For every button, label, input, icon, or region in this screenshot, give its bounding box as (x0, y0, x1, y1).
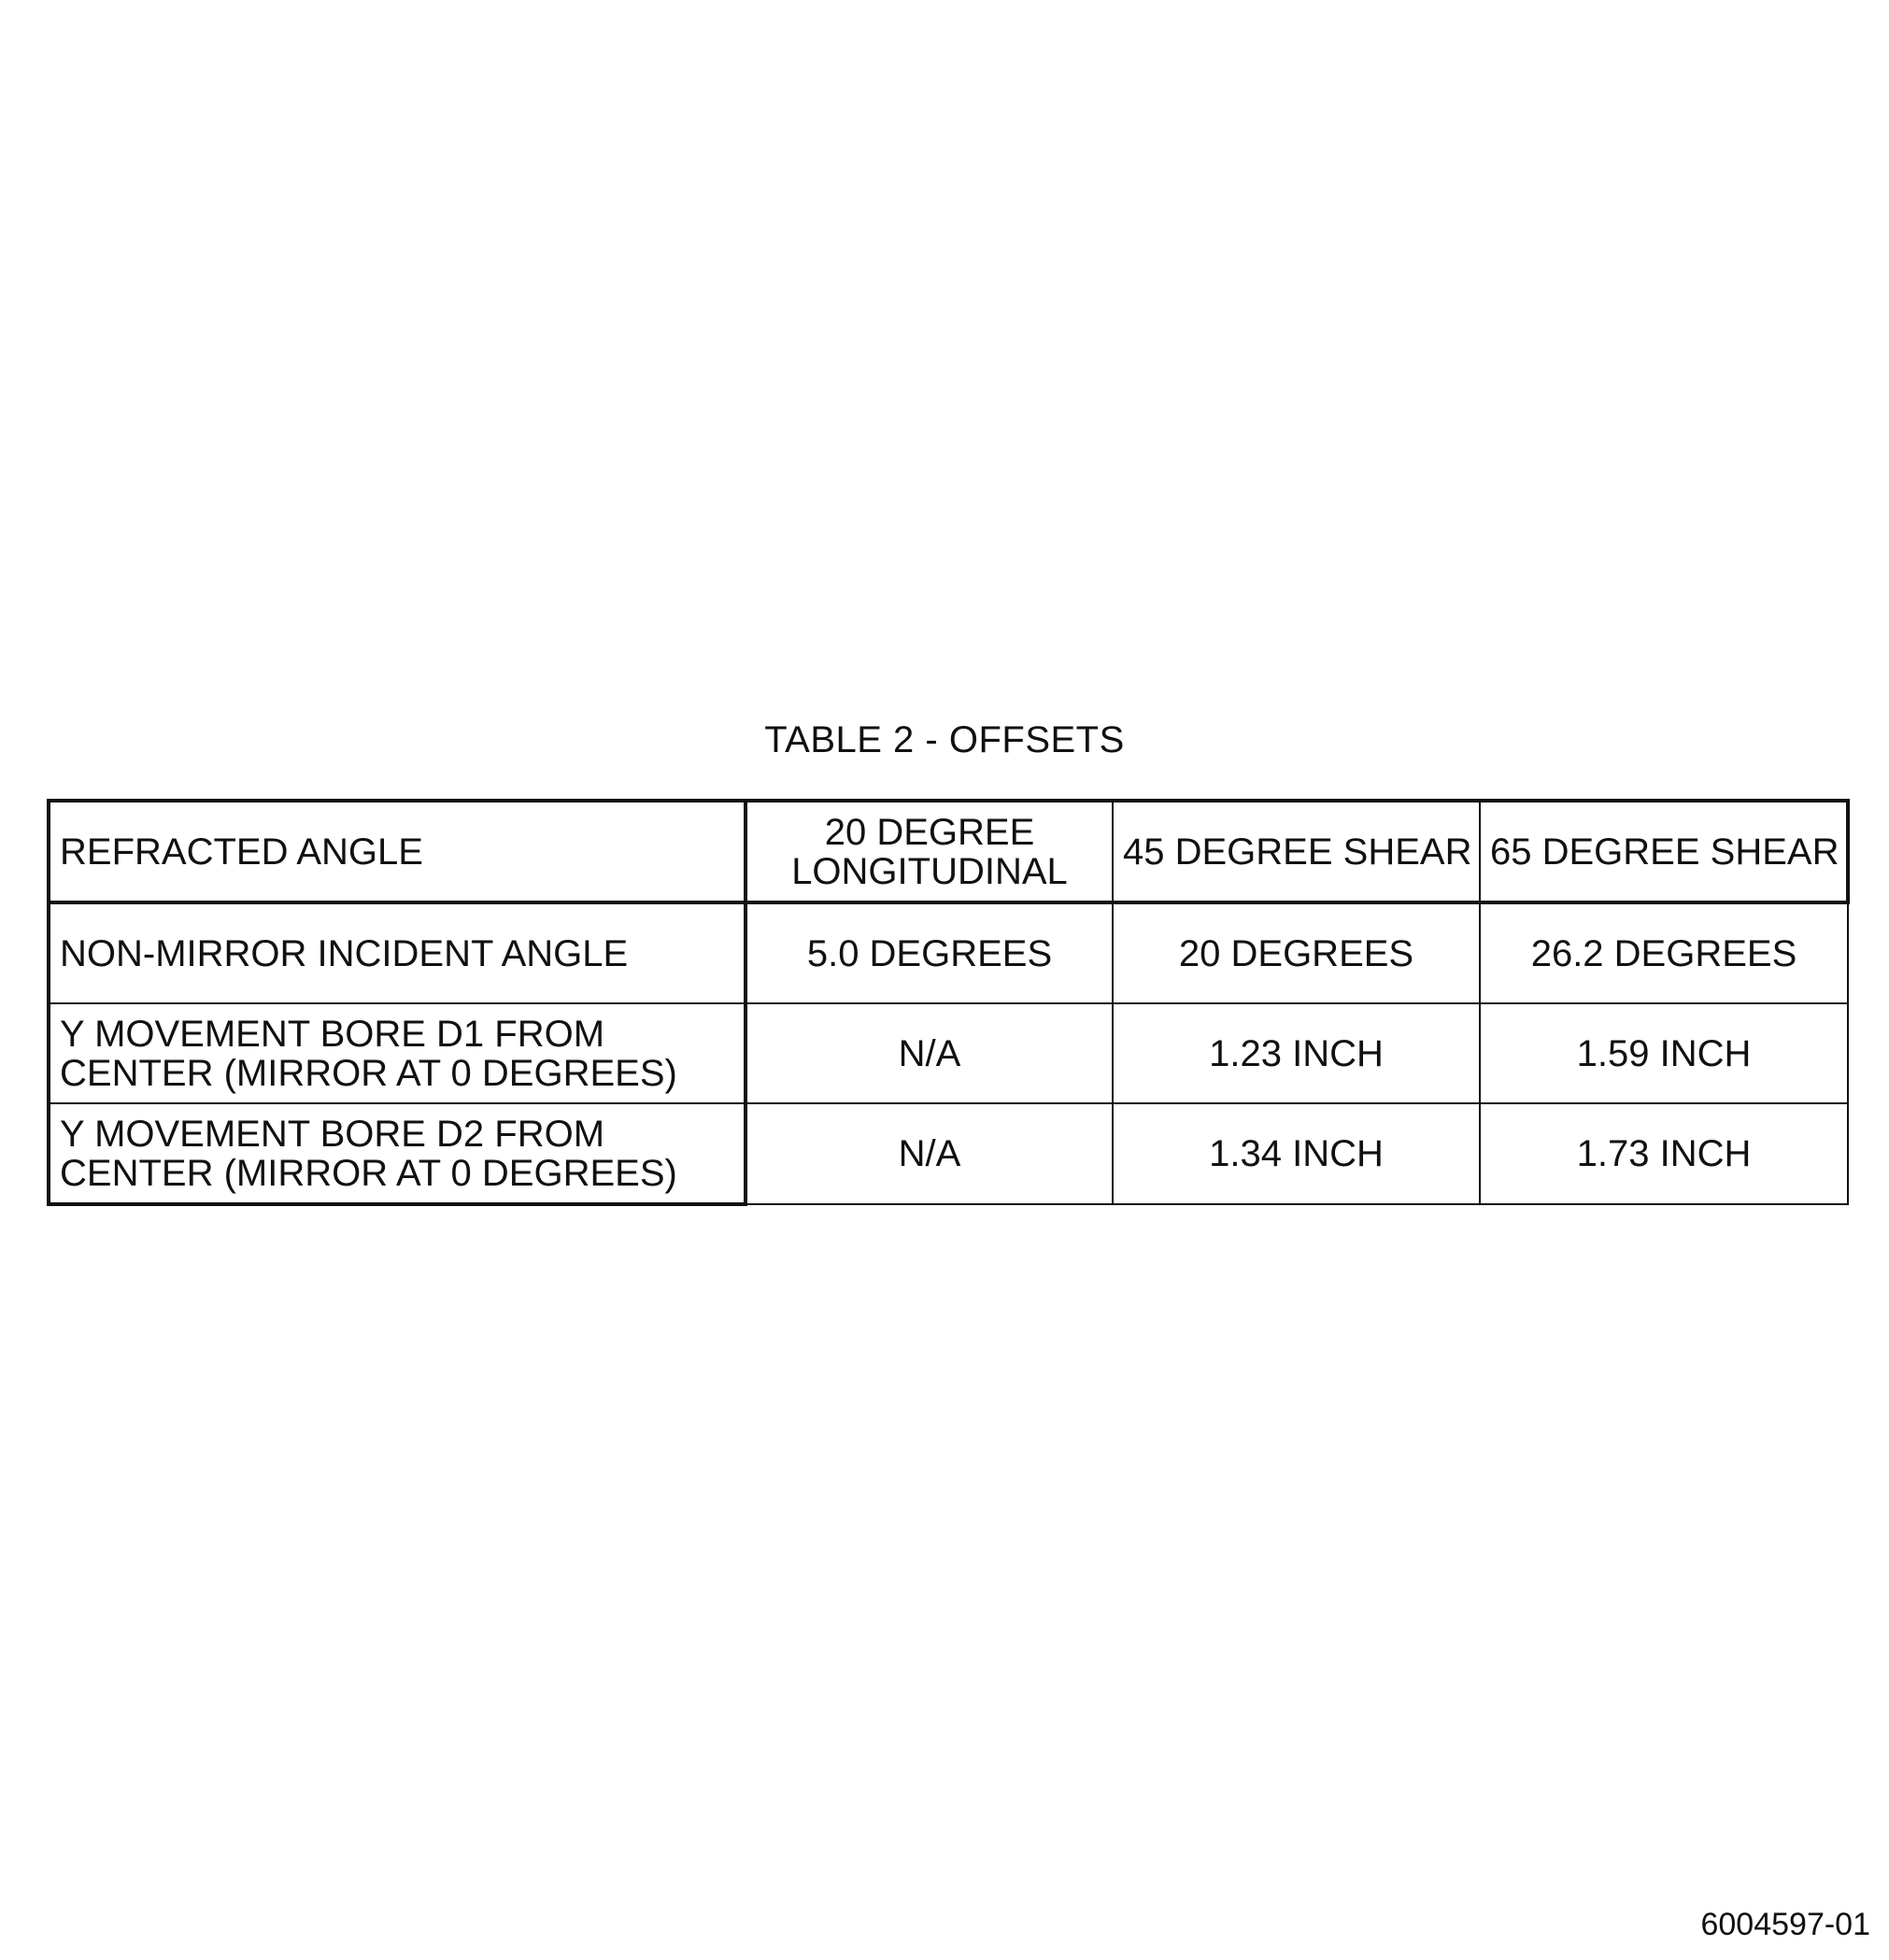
table-cell: 1.73 INCH (1480, 1103, 1848, 1204)
row-label-cell: NON-MIRROR INCIDENT ANGLE (49, 902, 746, 1003)
row-label-cell: Y MOVEMENT BORE D2 FROM CENTER (MIRROR AT 0 DEGREES) (49, 1103, 746, 1204)
table-cell: 26.2 DEGREES (1480, 902, 1848, 1003)
table-cell: 1.59 INCH (1480, 1003, 1848, 1103)
table-row (49, 1003, 1848, 1103)
row-label-cell: Y MOVEMENT BORE D1 FROM CENTER (MIRROR AT 0 DEGREES) (49, 1003, 746, 1103)
table-cell: 1.23 INCH (1113, 1003, 1480, 1103)
header-label-cell: REFRACTED ANGLE (49, 801, 746, 902)
table-cell: 5.0 DEGREES (746, 902, 1113, 1003)
table-title: TABLE 2 - OFFSETS (764, 719, 1125, 760)
header-cell-20-degree-longitudinal: 20 DEGREE LONGITUDINAL (746, 801, 1113, 902)
offsets-table (47, 799, 1850, 1206)
table-row (49, 902, 1848, 1003)
table-cell: N/A (746, 1003, 1113, 1103)
table-cell: 1.34 INCH (1113, 1103, 1480, 1204)
table-row (49, 1103, 1848, 1204)
header-cell-65-degree-shear: 65 DEGREE SHEAR (1480, 801, 1848, 902)
table-header-row (49, 801, 1848, 902)
drawing-id: 6004597-01 (1700, 1907, 1870, 1942)
table-cell: N/A (746, 1103, 1113, 1204)
table-cell: 20 DEGREES (1113, 902, 1480, 1003)
header-cell-45-degree-shear: 45 DEGREE SHEAR (1113, 801, 1480, 902)
